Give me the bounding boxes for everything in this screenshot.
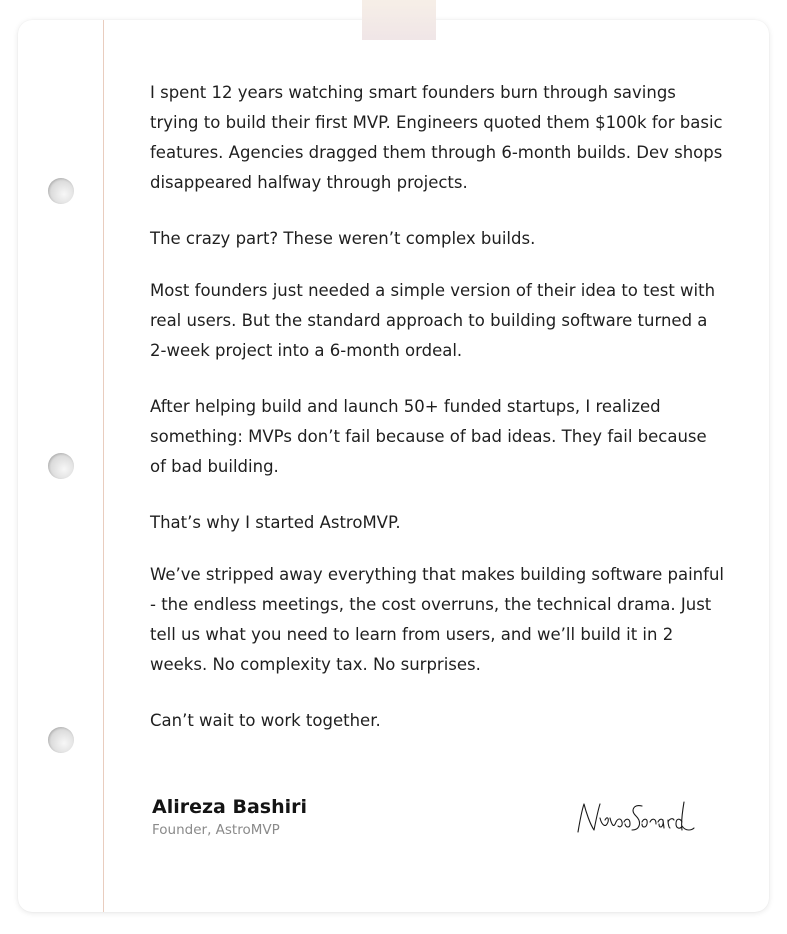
punch-hole: [48, 178, 74, 204]
punch-hole: [48, 727, 74, 753]
handwritten-signature: [574, 796, 698, 840]
letter-body: [150, 78, 725, 762]
letter-paragraph: I spent 12 years watching smart founders burn through savings trying to build their first MVP. Engineers quoted them $100k for basic features. Agencies dragged them through 6-month builds. Dev shops disappeared halfway through projects.: [150, 83, 723, 192]
letter-paragraph: Can’t wait to work together.: [150, 711, 381, 730]
tape-strip: [362, 0, 436, 40]
signoff-block: [152, 794, 307, 840]
letter-paragraph: Most founders just needed a simple version of their idea to test with real users. But the standard approach to building software turned a 2-week project into a 6-month ordeal.: [150, 281, 716, 360]
letter-paragraph: That’s why I started AstroMVP.: [150, 513, 401, 532]
letter-paragraph: We’ve stripped away everything that makes building software painful - the endless meetings, the cost overruns, the technical drama. Just tell us what you need to learn from users, and we’ll build it in 2 weeks. No complexity tax. No surprises.: [150, 565, 724, 674]
letter-paragraph: After helping build and launch 50+ funded startups, I realized something: MVPs don’t fail because of bad ideas. They fail because of bad building.: [150, 397, 707, 476]
punch-hole: [48, 453, 74, 479]
margin-line: [103, 20, 104, 912]
author-title: Founder, AstroMVP: [152, 822, 280, 838]
author-name: Alireza Bashiri: [152, 796, 308, 818]
letter-paragraph: The crazy part? These weren’t complex builds.: [150, 229, 536, 248]
